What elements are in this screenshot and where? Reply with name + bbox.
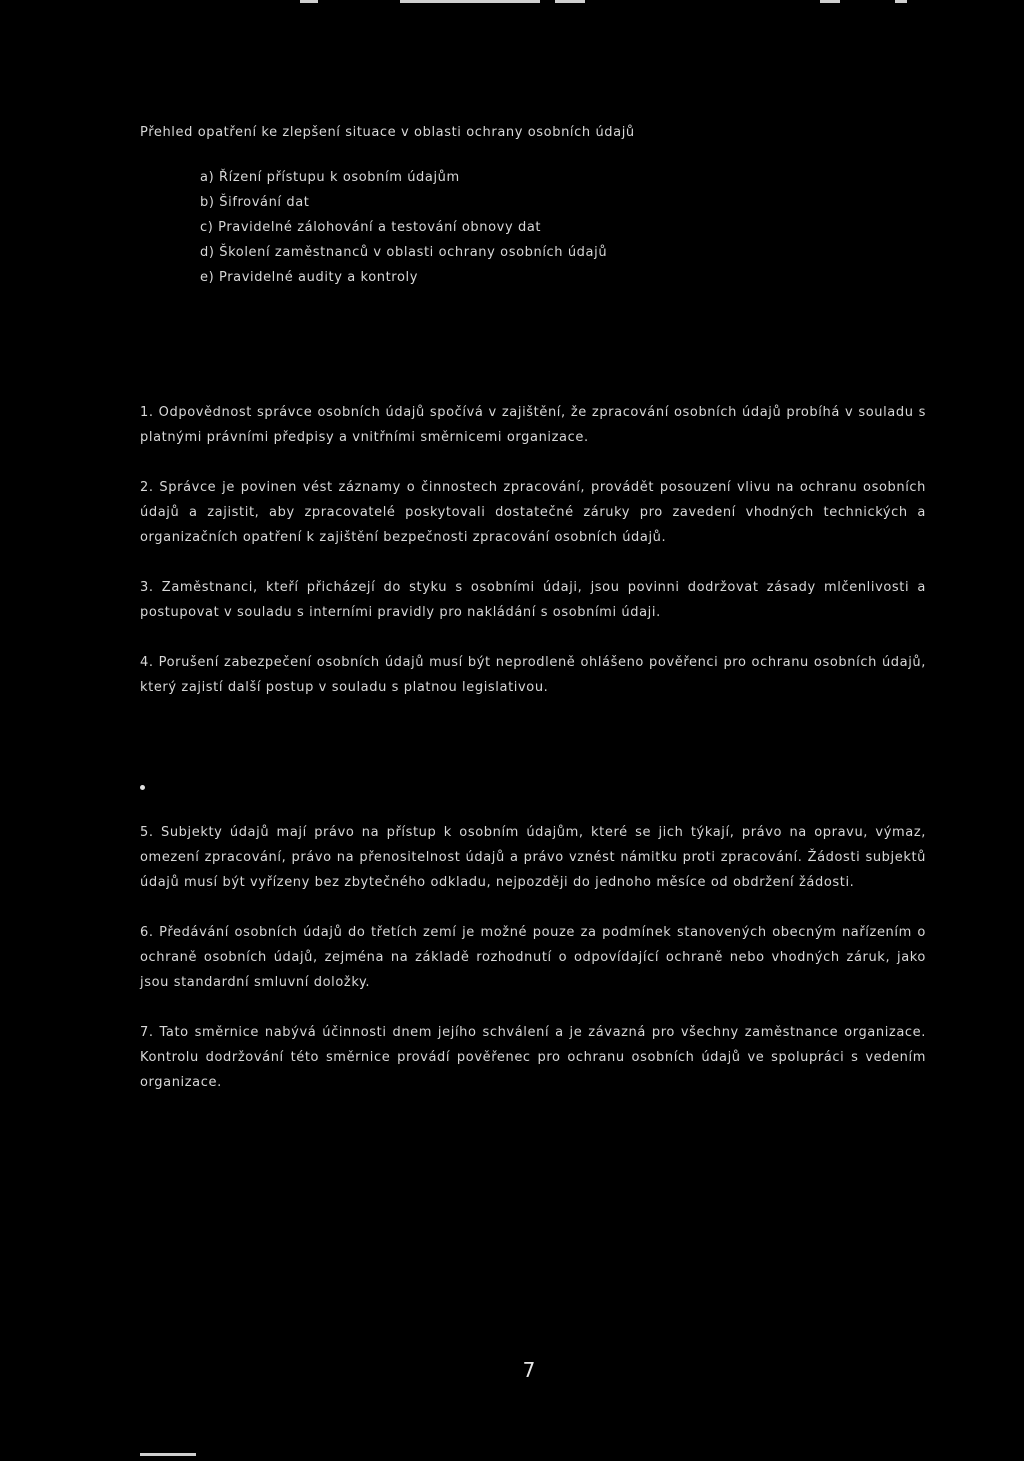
- paragraph: 3. Zaměstnanci, kteří přicházejí do styku s osobními údaji, jsou povinni dodržovat zásady mlčenlivosti a postupovat v souladu s interními pravidly pro nakládání s osobními údaji.: [140, 580, 926, 620]
- header-mark: [400, 0, 540, 3]
- page-number: 7: [522, 1358, 536, 1382]
- list-item: a) Řízení přístupu k osobním údajům: [200, 170, 460, 185]
- footer-rule: [140, 1453, 196, 1456]
- list-item: d) Školení zaměstnanců v oblasti ochrany osobních údajů: [200, 245, 608, 260]
- header-mark: [555, 0, 585, 3]
- document-heading: Přehled opatření ke zlepšení situace v oblasti ochrany osobních údajů: [140, 125, 635, 140]
- list-item: c) Pravidelné zálohování a testování obnovy dat: [200, 220, 542, 235]
- list-item: b) Šifrování dat: [200, 195, 310, 210]
- section-gap: [140, 725, 926, 785]
- bullet-icon: [140, 785, 145, 790]
- measures-list: [200, 165, 926, 290]
- paragraph: 2. Správce je povinen vést záznamy o činnostech zpracování, provádět posouzení vlivu na ochranu osobních údajů a zajistit, aby zpracovatelé poskytovali dostatečné záruky pro zavedení vhodných technických a organizačních opatření k zajištění bezpečnosti zpracování osobních údajů.: [140, 480, 926, 545]
- document-page: [140, 120, 926, 1120]
- paragraph: 1. Odpovědnost správce osobních údajů spočívá v zajištění, že zpracování osobních údajů probíhá v souladu s platnými právními předpisy a vnitřními směrnicemi organizace.: [140, 405, 926, 445]
- header-mark: [895, 0, 907, 3]
- paragraph: 7. Tato směrnice nabývá účinnosti dnem jejího schválení a je závazná pro všechny zaměstnance organizace. Kontrolu dodržování této směrnice provádí pověřenec pro ochranu osobních údajů ve spolupráci s vedením organizace.: [140, 1025, 926, 1090]
- list-item: e) Pravidelné audity a kontroly: [200, 270, 419, 285]
- header-mark: [300, 0, 318, 3]
- paragraph: 4. Porušení zabezpečení osobních údajů musí být neprodleně ohlášeno pověřenci pro ochranu osobních údajů, který zajistí další postup v souladu s platnou legislativou.: [140, 655, 926, 695]
- header-mark: [820, 0, 840, 3]
- top-header-marks: [300, 0, 910, 8]
- paragraph: 6. Předávání osobních údajů do třetích zemí je možné pouze za podmínek stanovených obecným nařízením o ochraně osobních údajů, zejména na základě rozhodnutí o odpovídající ochraně nebo vhodných záruk, jako jsou standardní smluvní doložky.: [140, 925, 926, 990]
- paragraph: 5. Subjekty údajů mají právo na přístup k osobním údajům, které se jich týkají, právo na opravu, výmaz, omezení zpracování, právo na přenositelnost údajů a právo vznést námitku proti zpracování. Žádosti subjektů údajů musí být vyřízeny bez zbytečného odkladu, nejpozději do jednoho měsíce od obdržení žádosti.: [140, 825, 926, 890]
